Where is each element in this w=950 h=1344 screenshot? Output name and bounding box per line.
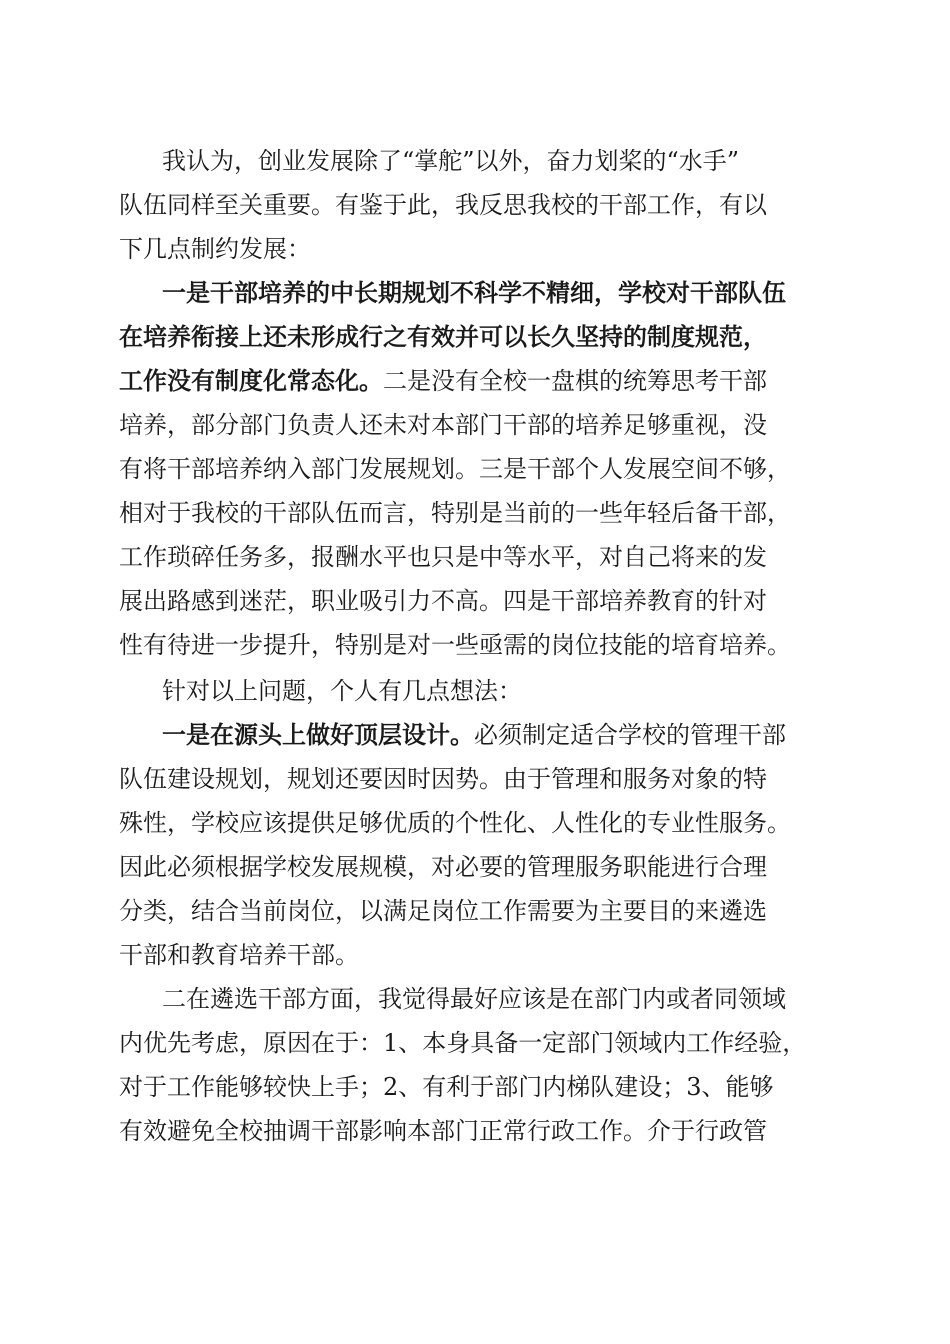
paragraph-2-line-5: 有将干部培养纳入部门发展规划。三是干部个人发展空间不够， [119, 455, 791, 483]
paragraph-2-line-3-rest: 二是没有全校一盘棋的统筹思考干部 [383, 367, 767, 395]
paragraph-4-line-2: 队伍建设规划，规划还要因时因势。由于管理和服务对象的特 [119, 765, 767, 793]
paragraph-1-line-3: 下几点制约发展： [119, 235, 311, 263]
paragraph-5-line-4: 有效避免全校抽调干部影响本部门正常行政工作。介于行政管 [119, 1117, 767, 1145]
paragraph-2-line-9: 性有待进一步提升，特别是对一些亟需的岗位技能的培育培养。 [119, 631, 791, 659]
paragraph-3-line-1: 针对以上问题，个人有几点想法： [162, 677, 522, 705]
paragraph-5-line-2: 内优先考虑，原因在于：1、本身具备一定部门领域内工作经验， [119, 1029, 807, 1057]
paragraph-2-line-3 [119, 361, 767, 401]
paragraph-5-line-1: 二在遴选干部方面，我觉得最好应该是在部门内或者同领域 [162, 985, 786, 1013]
paragraph-2-line-8: 展出路感到迷茫，职业吸引力不高。四是干部培养教育的针对 [119, 587, 767, 615]
paragraph-4-line-1 [162, 715, 786, 755]
paragraph-4-line-1-bold: 一是在源头上做好顶层设计。 [162, 720, 474, 749]
paragraph-5-line-3: 对于工作能够较快上手；2、有利于部门内梯队建设；3、能够 [119, 1073, 774, 1101]
paragraph-4-line-1-rest: 必须制定适合学校的管理干部 [474, 721, 786, 749]
paragraph-2-line-1: 一是干部培养的中长期规划不科学不精细，学校对干部队伍 [162, 278, 786, 307]
paragraph-2-line-3-bold: 工作没有制度化常态化。 [119, 366, 383, 395]
paragraph-2-line-4: 培养，部分部门负责人还未对本部门干部的培养足够重视，没 [119, 411, 767, 439]
paragraph-4-line-5: 分类，结合当前岗位，以满足岗位工作需要为主要目的来遴选 [119, 897, 767, 925]
paragraph-1-line-2: 队伍同样至关重要。有鉴于此，我反思我校的干部工作，有以 [119, 191, 767, 219]
paragraph-2-line-6: 相对于我校的干部队伍而言，特别是当前的一些年轻后备干部， [119, 499, 791, 527]
paragraph-2-line-2: 在培养衔接上还未形成行之有效并可以长久坚持的制度规范， [119, 322, 767, 351]
paragraph-4-line-3: 殊性，学校应该提供足够优质的个性化、人性化的专业性服务。 [119, 809, 791, 837]
paragraph-4-line-4: 因此必须根据学校发展规模，对必要的管理服务职能进行合理 [119, 853, 767, 881]
paragraph-4-line-6: 干部和教育培养干部。 [119, 941, 359, 969]
paragraph-2-line-7: 工作琐碎任务多，报酬水平也只是中等水平，对自己将来的发 [119, 543, 767, 571]
paragraph-1-line-1: 我认为，创业发展除了“掌舵”以外，奋力划桨的“水手” [162, 147, 740, 175]
